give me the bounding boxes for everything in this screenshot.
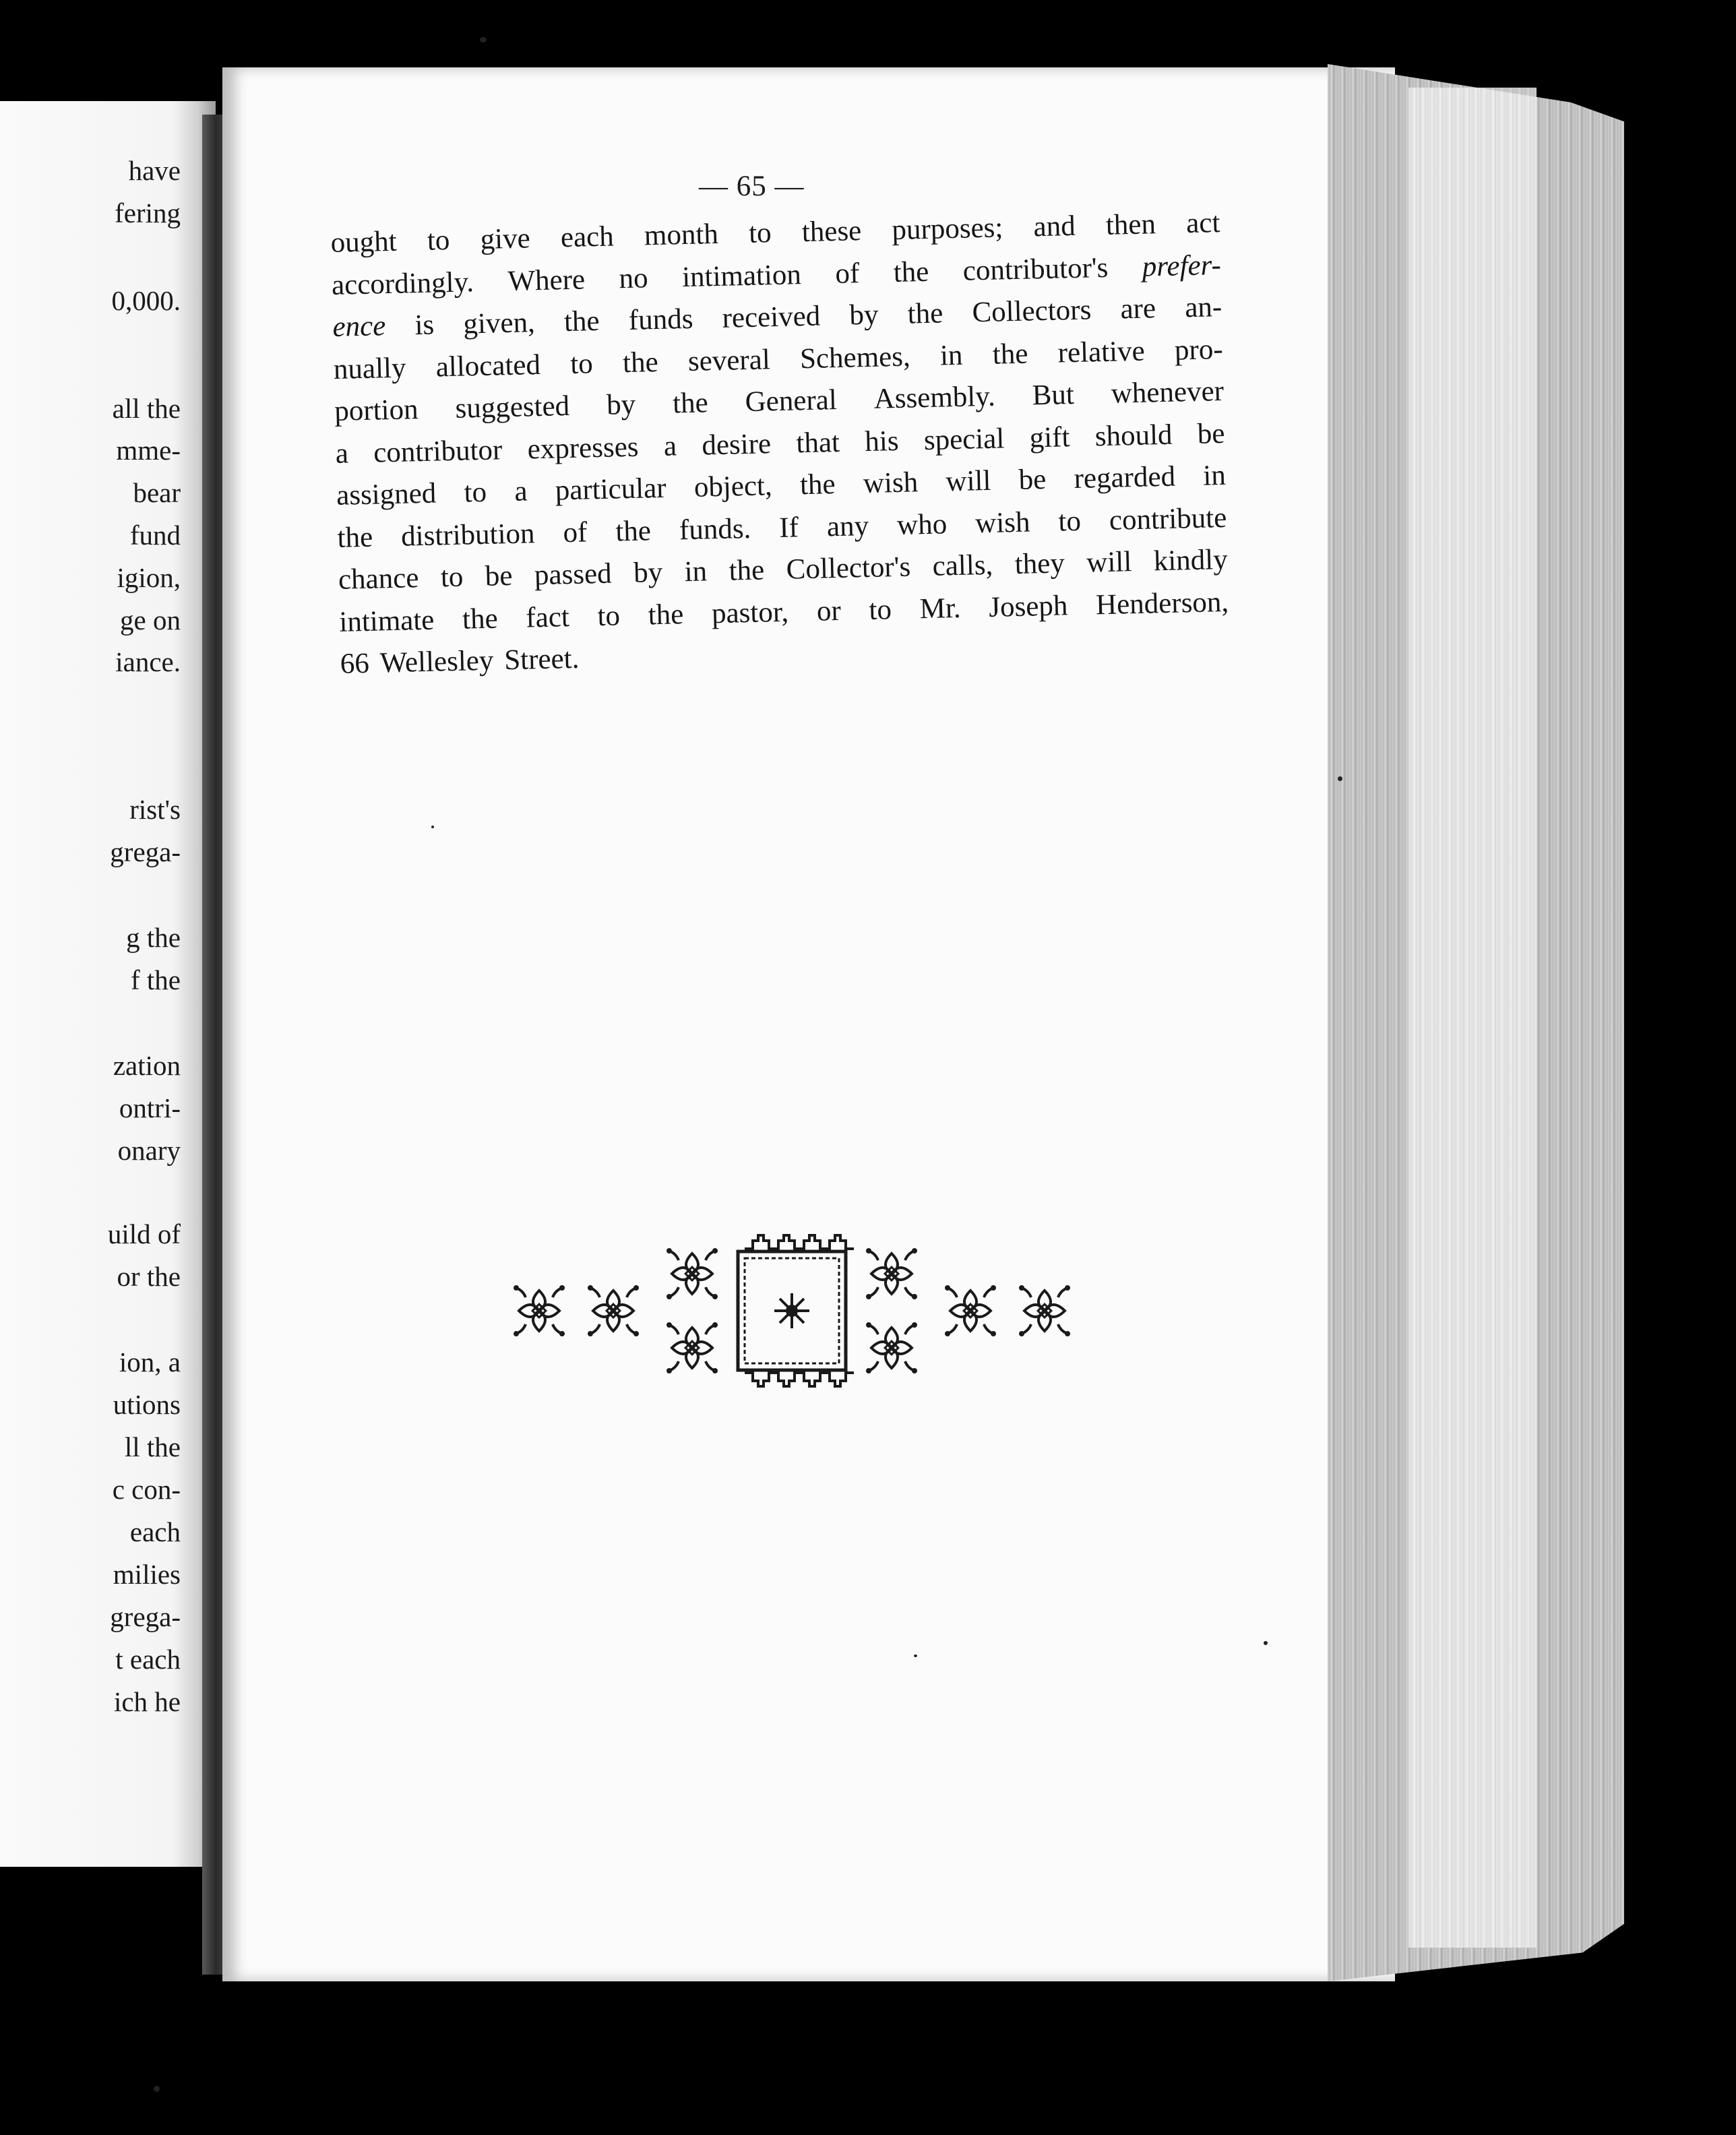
- word: by: [848, 299, 879, 332]
- word: these: [801, 215, 862, 249]
- word: special: [923, 422, 1005, 456]
- page-number: — 65 —: [699, 171, 805, 202]
- word: to: [440, 561, 464, 594]
- word: Mr.: [919, 592, 962, 625]
- word: desire: [701, 427, 772, 462]
- word: relative: [1057, 335, 1146, 369]
- left-page-line-fragment: grega-: [110, 836, 181, 867]
- left-page-line-fragment: mme-: [116, 435, 181, 466]
- word: If: [778, 511, 799, 544]
- word: assigned: [336, 477, 437, 512]
- word: ence: [332, 310, 386, 343]
- word: the: [337, 521, 373, 554]
- left-page-line-fragment: igion,: [117, 562, 181, 593]
- word: funds.: [679, 512, 751, 546]
- word: the: [893, 255, 929, 288]
- word: accordingly.: [331, 266, 474, 301]
- word: by: [606, 388, 636, 421]
- word: chance: [338, 562, 419, 596]
- word: a: [335, 437, 349, 470]
- word: they: [1014, 547, 1065, 581]
- word: calls,: [932, 549, 993, 582]
- word: of: [562, 516, 588, 549]
- left-page-line-fragment: ion, a: [119, 1347, 181, 1378]
- word: Assembly.: [873, 380, 996, 415]
- left-page-line-fragment: uild of: [107, 1218, 181, 1249]
- word: to: [427, 224, 450, 257]
- word: in: [1202, 459, 1227, 492]
- word: wish: [974, 506, 1030, 539]
- word: the: [622, 346, 659, 379]
- word: of: [834, 257, 860, 290]
- word: that: [795, 426, 840, 459]
- word: the: [563, 305, 600, 338]
- word: 66: [340, 647, 370, 680]
- word: give: [480, 222, 531, 255]
- left-page-line-fragment: t each: [115, 1644, 181, 1675]
- left-page-line-fragment: rist's: [129, 794, 181, 825]
- word: the: [992, 338, 1028, 371]
- left-page-line-fragment: each: [129, 1516, 181, 1547]
- word: an-: [1184, 291, 1222, 324]
- word: the: [799, 468, 836, 501]
- word: Where: [507, 263, 586, 297]
- left-page-line-fragment: fering: [115, 197, 181, 228]
- word: Street.: [503, 642, 580, 677]
- word: whenever: [1111, 375, 1224, 410]
- book-fore-edge-highlight: [1408, 88, 1537, 1948]
- word: each: [560, 220, 615, 254]
- word: nually: [333, 352, 406, 385]
- word: his: [864, 425, 900, 458]
- word: who: [896, 507, 948, 541]
- left-page-line-fragment: bear: [133, 477, 181, 508]
- word: to: [748, 217, 772, 249]
- word: contributor: [373, 433, 503, 469]
- word: is: [414, 309, 435, 342]
- word: contribute: [1109, 501, 1227, 536]
- word: Henderson,: [1095, 586, 1229, 621]
- word: no: [619, 261, 649, 295]
- word: a: [663, 429, 677, 462]
- word: given,: [462, 307, 536, 340]
- word: intimate: [338, 604, 435, 638]
- left-page-line-fragment: iance.: [115, 646, 181, 677]
- word: contributor's: [962, 251, 1109, 287]
- word: purposes;: [891, 212, 1003, 247]
- word: wish: [863, 466, 919, 500]
- word: be: [485, 560, 513, 592]
- word: to: [868, 593, 892, 626]
- word: intimation: [681, 258, 802, 293]
- left-page-line-fragment: ge on: [120, 605, 181, 636]
- left-page-line-fragment: ontri-: [119, 1092, 181, 1123]
- word: the: [648, 598, 684, 631]
- left-page-line-fragment: g the: [126, 922, 181, 953]
- word: the: [462, 602, 499, 636]
- word: pro-: [1174, 333, 1224, 367]
- left-page-line-fragment: ich he: [113, 1686, 181, 1717]
- word: and: [1033, 210, 1076, 243]
- word: ought: [330, 225, 398, 259]
- word: General: [745, 384, 838, 419]
- left-page-line-fragment: fund: [129, 520, 181, 551]
- word: will: [945, 464, 991, 498]
- word: or: [816, 594, 842, 627]
- word: should: [1094, 419, 1173, 452]
- word: be: [1197, 417, 1225, 450]
- word: pastor,: [711, 596, 789, 629]
- left-page-line-fragment: 0,000.: [111, 285, 181, 316]
- word: portion: [334, 394, 419, 427]
- word: expresses: [527, 431, 639, 465]
- word: Collector's: [786, 551, 911, 586]
- word: distribution: [400, 517, 535, 553]
- word: particular: [555, 472, 667, 507]
- word: are: [1119, 292, 1156, 326]
- word: the: [615, 514, 652, 548]
- word: be: [1018, 464, 1047, 496]
- left-page-line-fragment: ll the: [124, 1431, 181, 1462]
- word: suggested: [455, 390, 570, 425]
- word: the: [907, 297, 943, 330]
- word: kindly: [1153, 543, 1229, 578]
- word: in: [684, 555, 708, 588]
- word: funds: [628, 303, 693, 336]
- left-page-line-fragment: f the: [131, 964, 181, 995]
- word: prefer-: [1142, 249, 1222, 283]
- word: then: [1105, 208, 1156, 241]
- word: will: [1086, 546, 1132, 579]
- word: in: [939, 339, 963, 372]
- word: the: [728, 554, 765, 587]
- word: But: [1032, 379, 1075, 412]
- left-page-line-fragment: have: [128, 155, 181, 186]
- word: object,: [693, 470, 773, 503]
- word: received: [722, 300, 821, 334]
- left-page-line-fragment: all the: [112, 393, 181, 424]
- word: Schemes,: [799, 340, 911, 375]
- left-page-line-fragment: zation: [113, 1050, 181, 1081]
- left-facing-page: [0, 101, 216, 1867]
- word: Wellesley: [379, 644, 494, 679]
- left-page-line-fragment: milies: [113, 1559, 181, 1590]
- word: Collectors: [972, 294, 1092, 329]
- word: to: [569, 347, 594, 380]
- word: to: [597, 599, 621, 632]
- left-page-line-fragment: or the: [117, 1261, 181, 1292]
- word: to: [1057, 505, 1082, 538]
- word: month: [644, 218, 719, 252]
- word: fact: [525, 600, 570, 634]
- word: a: [514, 475, 528, 507]
- word: by: [633, 556, 663, 589]
- left-page-line-fragment: utions: [113, 1389, 181, 1420]
- left-page-line-fragment: c con-: [112, 1474, 181, 1505]
- word: passed: [534, 557, 613, 592]
- body-paragraph: [330, 202, 1230, 685]
- word: act: [1185, 207, 1220, 240]
- left-page-line-fragment: onary: [117, 1135, 181, 1166]
- word: gift: [1029, 421, 1070, 454]
- word: to: [464, 476, 487, 509]
- word: several: [687, 343, 771, 377]
- word: the: [672, 387, 709, 420]
- word: regarded: [1074, 460, 1176, 495]
- left-page-line-fragment: grega-: [110, 1601, 181, 1632]
- word: any: [826, 509, 869, 543]
- decorative-ornament-icon: [502, 1223, 1082, 1398]
- word: Joseph: [988, 589, 1068, 623]
- word: allocated: [435, 348, 541, 383]
